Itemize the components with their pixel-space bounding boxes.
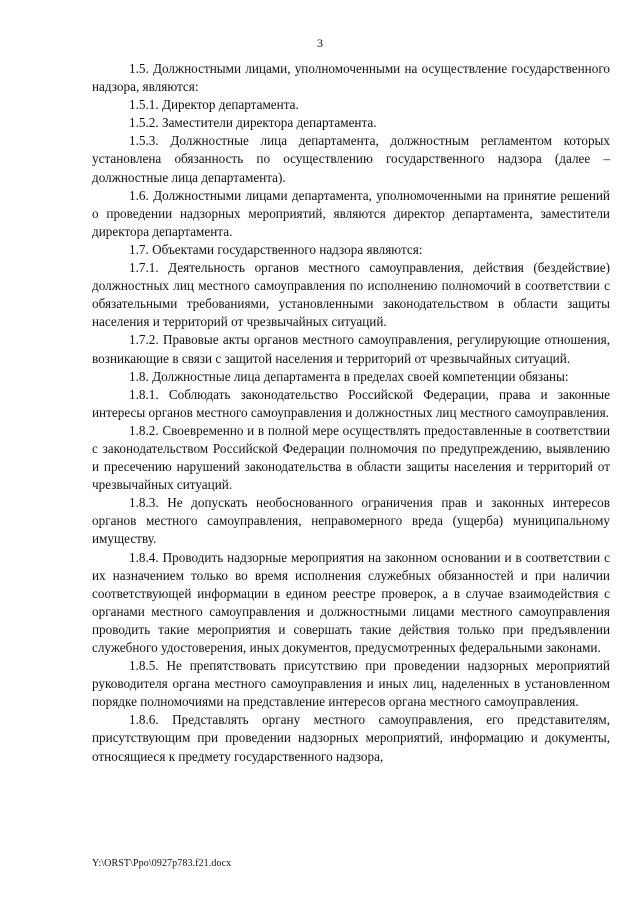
paragraph-1-8-2: 1.8.2. Своевременно и в полной мере осуществлять предоставленные в соответствии с законодательством Российской Федерации полномочия по предупреждению, выявлению и пресечению нарушений законодательства в области защиты населения и территорий от чрезвычайных ситуаций.	[92, 422, 610, 493]
paragraph-1-5-3: 1.5.3. Должностные лица департамента, должностным регламентом которых установлена обязанность по осуществлению государственного надзора (далее – должностные лица департамента).	[92, 133, 610, 185]
file-path-footer: Y:\ORST\Ppo\0927p783.f21.docx	[92, 858, 232, 869]
paragraph-1-5-1: 1.5.1. Директор департамента.	[129, 97, 299, 113]
document-body	[92, 60, 610, 766]
paragraph-1-8-3: 1.8.3. Не допускать необоснованного ограничения прав и законных интересов органов местного самоуправления, неправомерного вреда (ущерба) муниципальному имуществу.	[92, 495, 610, 547]
paragraph-1-7: 1.7. Объектами государственного надзора являются:	[129, 241, 423, 257]
paragraph-1-8: 1.8. Должностные лица департамента в пределах своей компетенции обязаны:	[129, 368, 569, 384]
paragraph-1-5-2: 1.5.2. Заместители директора департамента.	[129, 115, 377, 131]
paragraph-1-8-5: 1.8.5. Не препятствовать присутствию при проведении надзорных мероприятий руководителя органа местного самоуправления и иных лиц, наделенных в установленном порядке полномочиями на представление интересов органа местного самоуправления.	[92, 658, 610, 710]
paragraph-1-5: 1.5. Должностными лицами, уполномоченными на осуществление государственного надзора, являются:	[92, 61, 610, 95]
paragraph-1-6: 1.6. Должностными лицами департамента, уполномоченными на принятие решений о проведении надзорных мероприятий, являются директор департамента, заместители директора департамента.	[92, 187, 610, 239]
paragraph-1-8-6: 1.8.6. Представлять органу местного самоуправления, его представителям, присутствующим при проведении надзорных мероприятий, информацию и документы, относящиеся к предмету государственного надзора,	[92, 712, 610, 764]
paragraph-1-7-1: 1.7.1. Деятельность органов местного самоуправления, действия (бездействие) должностных лиц местного самоуправления по исполнению полномочий в соответствии с обязательными требованиями, установленными законодательством в области защиты населения и территорий от чрезвычайных ситуаций.	[92, 260, 610, 330]
paragraph-1-8-1: 1.8.1. Соблюдать законодательство Российской Федерации, права и законные интересы органов местного самоуправления и должностных лиц местного самоуправления.	[92, 386, 610, 420]
paragraph-1-8-4: 1.8.4. Проводить надзорные мероприятия на законном основании и в соответствии с их назначением только во время исполнения служебных обязанностей и при наличии соответствующей информации в едином реестре проверок, а в случае взаимодействия с органами местного самоуправления и должностными лицами местного самоуправления проводить такие мероприятия и совершать такие действия только при предъявлении служебного удостоверения, иных документов, предусмотренных федеральными законами.	[92, 549, 610, 655]
paragraph-1-7-2: 1.7.2. Правовые акты органов местного самоуправления, регулирующие отношения, возникающие в связи с защитой населения и территорий от чрезвычайных ситуаций.	[92, 332, 610, 366]
page-number: 3	[317, 36, 323, 50]
